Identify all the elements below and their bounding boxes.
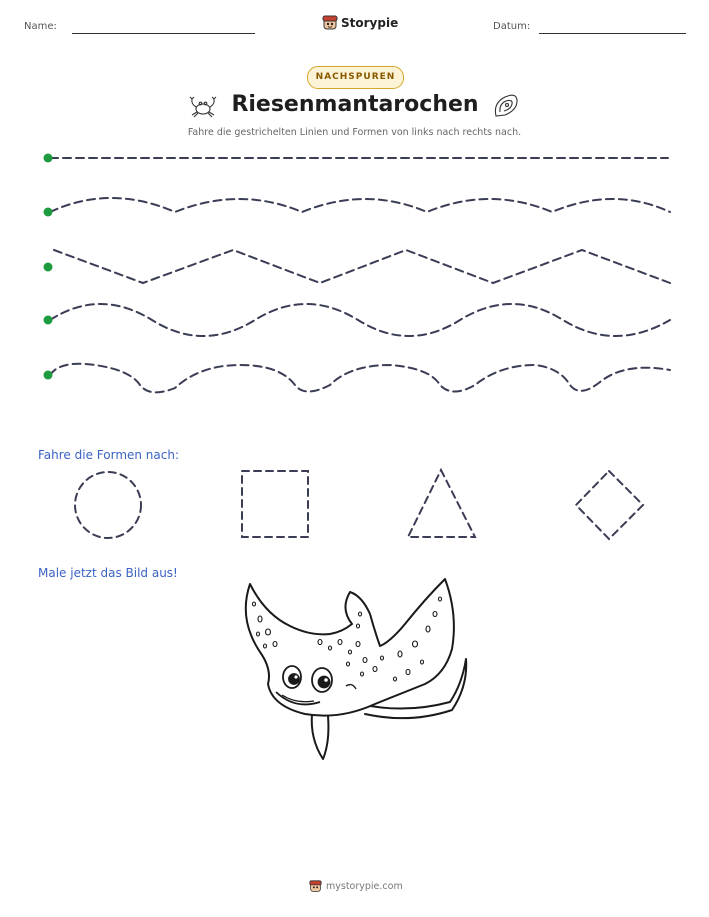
tracing-lines [0, 140, 709, 400]
manta-ray-coloring-image[interactable] [230, 574, 475, 764]
tracing-line-wave[interactable] [50, 304, 670, 336]
start-dot [44, 316, 53, 325]
storypie-mascot-icon [322, 15, 338, 31]
trace-shape-circle[interactable] [75, 472, 141, 538]
brand-logo [322, 13, 398, 33]
footer-url[interactable]: mystorypie.com [326, 881, 403, 892]
shapes-heading: Fahre die Formen nach: [38, 448, 180, 462]
crab-icon [188, 94, 218, 120]
trace-shapes [0, 460, 709, 550]
trace-shape-diamond[interactable] [576, 471, 643, 539]
trace-shape-triangle[interactable] [408, 470, 475, 537]
start-dot [44, 263, 53, 272]
activity-badge: NACHSPUREN [307, 66, 404, 89]
start-dot [44, 208, 53, 217]
page-title: Riesenmantarochen [231, 92, 479, 117]
tracing-line-zigzag[interactable] [54, 250, 670, 283]
start-dot [44, 371, 53, 380]
brand-name: Storypie [341, 16, 399, 30]
storypie-mascot-icon [309, 880, 322, 893]
coloring-heading: Male jetzt das Bild aus! [38, 566, 178, 580]
tracing-line-gentle-wave[interactable] [50, 198, 670, 212]
shell-icon [491, 93, 521, 121]
start-dots [44, 154, 53, 380]
footer [309, 880, 403, 893]
instruction-text: Fahre die gestrichelten Linien und Formen von links nach rechts nach. [187, 127, 522, 138]
date-line[interactable] [539, 33, 686, 34]
trace-shape-square[interactable] [242, 471, 308, 537]
start-dot [44, 154, 53, 163]
tracing-line-loop-wave[interactable] [50, 364, 670, 393]
name-line[interactable] [72, 33, 255, 34]
date-label: Datum: [493, 21, 531, 32]
name-label: Name: [24, 21, 57, 32]
